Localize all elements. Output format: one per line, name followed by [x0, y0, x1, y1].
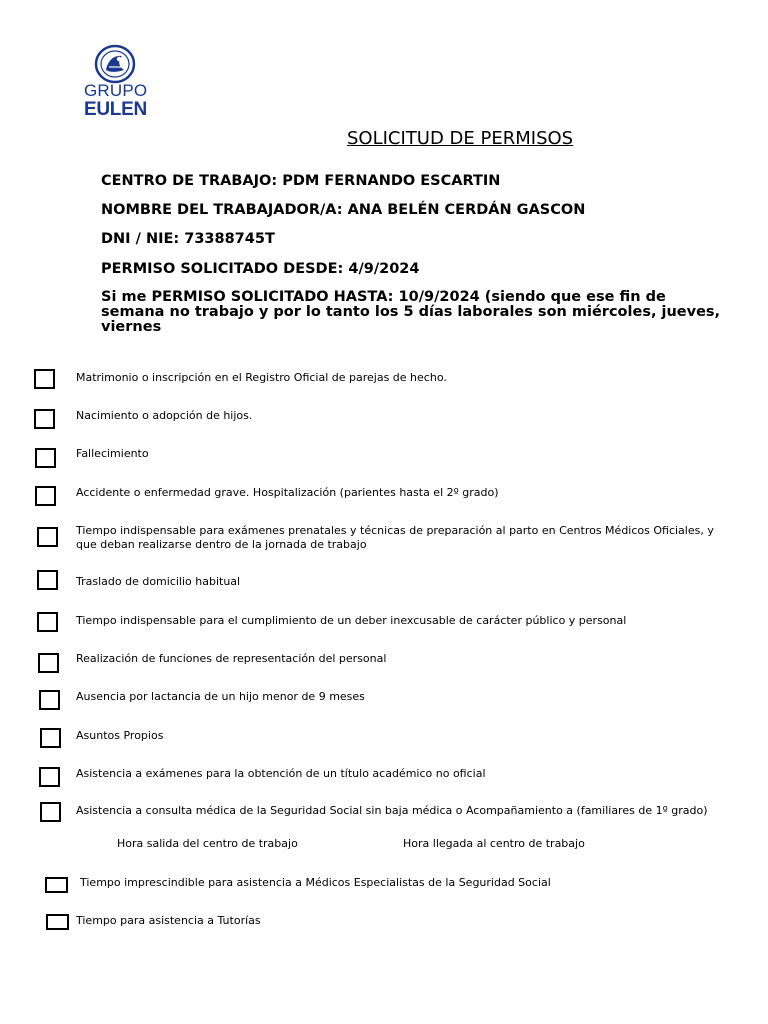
option-label: Accidente o enfermedad grave. Hospitalización (parientes hasta el 2º grado)	[76, 486, 499, 499]
option-label: Realización de funciones de representación del personal	[76, 652, 387, 665]
checkbox-fallecimiento[interactable]	[35, 448, 56, 468]
logo-text-eulen: EULEN	[84, 99, 147, 120]
checkbox-accidente[interactable]	[35, 486, 56, 506]
checkbox-representacion[interactable]	[38, 653, 59, 673]
field-nombre-trabajador: NOMBRE DEL TRABAJADOR/A: ANA BELÉN CERDÁN GASCON	[101, 202, 586, 218]
checkbox-medicos-especialistas[interactable]	[45, 877, 68, 893]
option-label: Tiempo para asistencia a Tutorías	[76, 914, 261, 927]
checkbox-examenes-prenatales[interactable]	[37, 527, 58, 547]
checkbox-consulta-medica[interactable]	[40, 802, 61, 822]
checkbox-tutorias[interactable]	[46, 914, 69, 930]
logo-text-grupo: GRUPO	[84, 81, 148, 100]
checkbox-matrimonio[interactable]	[34, 369, 55, 389]
option-label: Asistencia a exámenes para la obtención de un título académico no oficial	[76, 767, 486, 780]
option-label: Ausencia por lactancia de un hijo menor de 9 meses	[76, 690, 365, 703]
page-title: SOLICITUD DE PERMISOS	[347, 128, 574, 149]
option-label: Fallecimiento	[76, 447, 149, 460]
option-label: Asuntos Propios	[76, 729, 164, 742]
option-label: Matrimonio o inscripción en el Registro Oficial de parejas de hecho.	[76, 371, 447, 384]
checkbox-lactancia[interactable]	[39, 690, 60, 710]
hora-llegada-label: Hora llegada al centro de trabajo	[403, 837, 585, 850]
checkbox-asuntos-propios[interactable]	[40, 728, 61, 748]
grupo-eulen-logo	[84, 44, 154, 122]
option-label: Tiempo indispensable para el cumplimiento de un deber inexcusable de carácter público y personal	[76, 614, 627, 627]
option-label: Tiempo imprescindible para asistencia a Médicos Especialistas de la Seguridad Social	[80, 876, 551, 889]
hora-salida-label: Hora salida del centro de trabajo	[117, 837, 298, 850]
field-dni-nie: DNI / NIE: 73388745T	[101, 231, 275, 247]
checkbox-titulo-academico[interactable]	[39, 767, 60, 787]
option-label: Traslado de domicilio habitual	[76, 575, 241, 588]
eulen-emblem-icon	[94, 44, 136, 84]
option-label: Tiempo indispensable para exámenes prenatales y técnicas de preparación al parto en Centros Médicos Oficiales, y que deban realizarse dentro de la jornada de trabajo	[76, 524, 714, 551]
option-label: Nacimiento o adopción de hijos.	[76, 409, 253, 422]
option-label: Asistencia a consulta médica de la Seguridad Social sin baja médica o Acompañamiento a (familiares de 1º grado)	[76, 804, 708, 817]
checkbox-traslado-domicilio[interactable]	[37, 570, 58, 590]
checkbox-deber-inexcusable[interactable]	[37, 612, 58, 632]
field-permiso-desde: PERMISO SOLICITADO DESDE: 4/9/2024	[101, 261, 420, 277]
field-permiso-hasta-note: Si me PERMISO SOLICITADO HASTA: 10/9/2024 (siendo que ese fin de semana no trabajo y por lo tanto los 5 días laborales son miércoles, jueves, viernes	[101, 289, 721, 335]
field-centro-trabajo: CENTRO DE TRABAJO: PDM FERNANDO ESCARTIN	[101, 173, 501, 189]
checkbox-nacimiento[interactable]	[34, 409, 55, 429]
